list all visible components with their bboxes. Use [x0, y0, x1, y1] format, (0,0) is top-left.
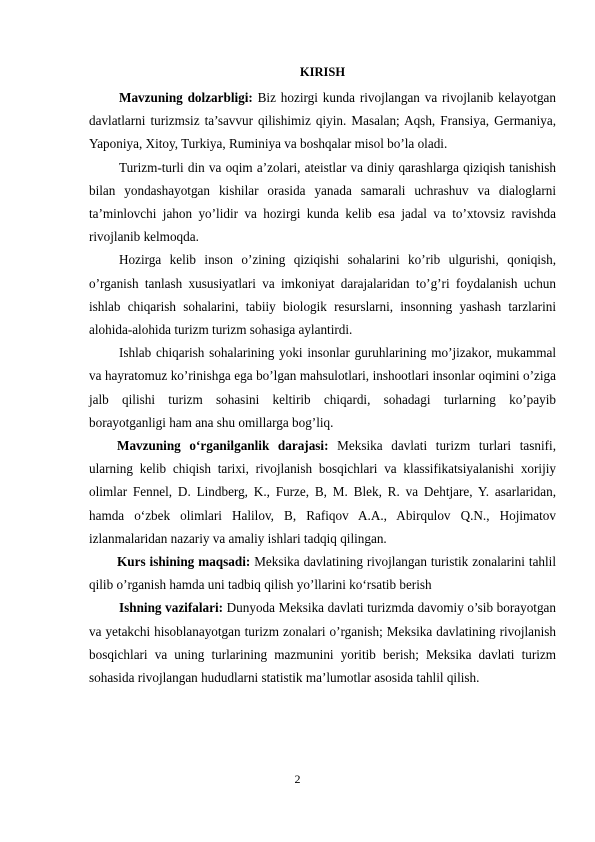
paragraph-interests	[89, 248, 556, 341]
paragraph-text: Turizm-turli din va oqim a’zolari, ateistlar va diniy qarashlarga qiziqish tanishish bilan yondashayotgan kishilar orasida yanada samarali uchrashuv va dialoglarni ta’minlovchi jahon yo’lidir va hozirgi kunda kelib esa jadal va to’xtovsiz ravishda rivojlanib kelmoqda.	[89, 159, 556, 245]
paragraph-lead: Ishning vazifalari:	[119, 600, 224, 616]
paragraph-text: Biz hozirgi kunda rivojlangan va rivojlanib kelayotgan davlatlarni turizmsiz ta’savvur qilishimiz qiyin. Masalan; Aqsh, Fransiya, Germaniya, Yaponiya, Xitoy, Turkiya, Ruminiya va boshqalar misol bo’la oladi.	[89, 90, 556, 152]
paragraph-text: Dunyoda Meksika davlati turizmda davomiy o’sib borayotgan va yetakchi hisoblanayotgan turizm zonalari o’rganish; Meksika davlatining rivojlanish bosqichlari va uning turlarining mazmunini yoritib berish; Meksika davlati turizm sohasida rivojlangan hududlarni statistik ma’lumotlar asosida tahlil qilish.	[89, 600, 557, 686]
paragraph-text: Ishlab chiqarish sohalarining yoki insonlar guruhlarining mo’jizakor, mukammal va hayratomuz ko’rinishga ega bo’lgan mahsulotlari, inshootlari insonlar oqimini o’ziga jalb qilishi turizm sohasini keltirib chiqardi, sohadagi turlarning ko’payib borayotganligi ham ana shu omillarga bog’liq.	[89, 345, 556, 430]
paragraph-relevance	[89, 86, 556, 156]
page-title: KIRISH	[299, 65, 346, 79]
paragraph-lead: Mavzuning dolzarbligi:	[119, 90, 253, 105]
paragraph-study-degree	[89, 434, 556, 550]
page-number: 2	[294, 772, 301, 786]
paragraph-text: Meksika davlati turizm turlari tasnifi, ularning kelib chiqish tarixi, rivojlanish bosqichlari va klassifikatsiyalanishi xorijiy olimlar Fennel, D. Lindberg, K., Furze, B, M. Blek, R. va Dehtjare, Y. asarlaridan, hamda o‘zbek olimlari Halilov, B, Rafiqov A.A., Abirqulov Q.N., Hojimatov izlanmalaridan nazariy va amaliy ishlari tadqiq qilingan.	[89, 438, 556, 546]
paragraph-goal	[89, 550, 556, 596]
paragraph-tourism-dialogue	[89, 156, 556, 249]
paragraph-lead: Mavzuning o‘rganilganlik darajasi:	[117, 438, 329, 454]
paragraph-tasks	[89, 596, 556, 689]
paragraph-text: Hozirga kelib inson o’zining qiziqishi sohalarini ko’rib ulgurishi, qoniqish, o’rganish tanlash xususiyatlari va imkoniyat darajalaridan to’g’ri foydalanish uchun ishlab chiqarish sohalarini, tabiiy biologik resurslarni, insonning yashash tarzlarini alohida-alohida turizm turizm sohasiga aylantirdi.	[89, 252, 556, 338]
paragraph-text: Meksika davlatining rivojlangan turistik zonalarini tahlil qilib o’rganish hamda uni tadbiq qilish yo’llarini ko‘rsatib berish	[89, 554, 557, 593]
paragraph-production	[89, 341, 556, 434]
document-page	[89, 64, 556, 689]
paragraph-lead: Kurs ishining maqsadi:	[117, 554, 251, 570]
